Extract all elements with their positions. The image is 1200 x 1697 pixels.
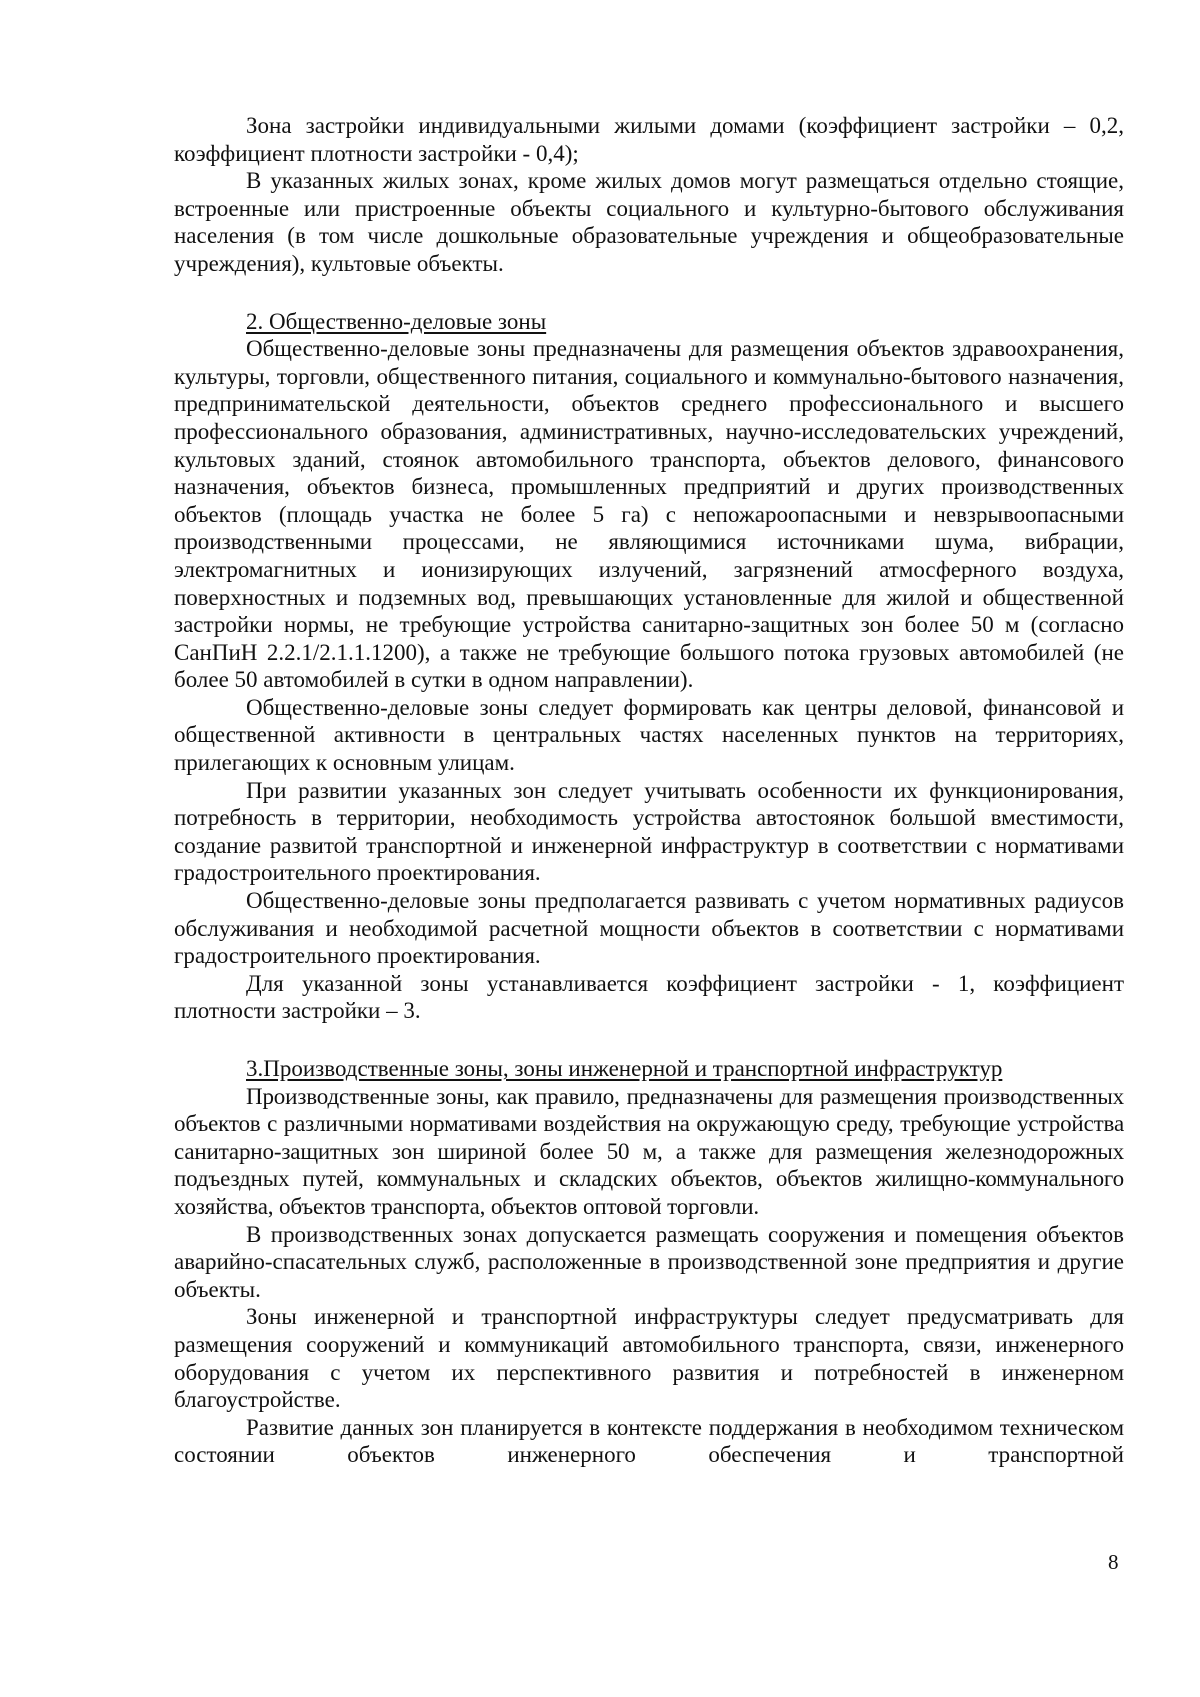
page-number: 8	[1108, 1550, 1119, 1574]
paragraph-public-business-radius: Общественно-деловые зоны предполагается развивать с учетом нормативных радиусов обслуживания и необходимой расчетной мощности объектов в соответствии с нормативами градостроительного проектирования.	[174, 888, 1124, 969]
paragraph-production-emergency-services: В производственных зонах допускается размещать сооружения и помещения объектов аварийно-спасательных служб, расположенные в производственной зоне предприятия и другие объекты.	[174, 1221, 1124, 1302]
section-heading-public-business-zones: 2. Общественно-деловые зоны	[246, 308, 547, 334]
document-page	[174, 112, 1124, 1469]
paragraph-residential-zone-objects: В указанных жилых зонах, кроме жилых домов могут размещаться отдельно стоящие, встроенные или пристроенные объекты социального и культурно-бытового обслуживания населения (в том числе дошкольные образовательные учреждения и общеобразовательные учреждения), культовые объекты.	[174, 168, 1124, 276]
paragraph-public-business-development: При развитии указанных зон следует учитывать особенности их функционирования, потребность в территории, необходимость устройства автостоянок большой вместимости, создание развитой транспортной и инженерной инфраструктур в соответствии с нормативами градостроительного проектирования.	[174, 777, 1124, 886]
paragraph-public-business-purpose: Общественно-деловые зоны предназначены для размещения объектов здравоохранения, культуры, торговли, общественного питания, социального и коммунально-бытового назначения, предпринимательской деятельности, объектов среднего профессионального и высшего профессионального образования, административных, научно-исследовательских учреждений, культовых зданий, стоянок автомобильного транспорта, объектов делового, финансового назначения, объектов бизнеса, промышленных предприятий и других производственных объектов (площадь участка не более 5 га) с непожароопасными и невзрывоопасными производственными процессами, не являющимися источниками шума, вибрации, электромагнитных и ионизирующих излучений, загрязнений атмосферного воздуха, поверхностных и подземных вод, превышающих установленные для жилой и общественной застройки нормы, не требующие устройства санитарно-защитных зон более 50 м (согласно СанПиН 2.2.1/2.1.1.1200), а также не требующие большого потока грузовых автомобилей (не более 50 автомобилей в сутки в одном направлении).	[174, 336, 1124, 693]
paragraph-infrastructure-zones: Зоны инженерной и транспортной инфраструктуры следует предусматривать для размещения сооружений и коммуникаций автомобильного транспорта, связи, инженерного оборудования с учетом их перспективного развития и потребностей в инженерном благоустройстве.	[174, 1304, 1124, 1413]
paragraph-public-business-formation: Общественно-деловые зоны следует формировать как центры деловой, финансовой и общественной активности в центральных частях населенных пунктов на территориях, прилегающих к основным улицам.	[174, 694, 1124, 776]
paragraph-infrastructure-development: Развитие данных зон планируется в контексте поддержания в необходимом техническом состоянии объектов инженерного обеспечения и транспортной	[174, 1414, 1124, 1468]
paragraph-production-purpose: Производственные зоны, как правило, предназначены для размещения производственных объектов с различными нормативами воздействия на окружающую среду, требующие устройства санитарно-защитных зон шириной более 50 м, а также для размещения железнодорожных подъездных путей, коммунальных и складских объектов, объектов жилищно-коммунального хозяйства, объектов транспорта, объектов оптовой торговли.	[174, 1083, 1124, 1219]
paragraph-individual-housing-zone: Зона застройки индивидуальными жилыми домами (коэффициент застройки – 0,2, коэффициент плотности застройки - 0,4);	[174, 113, 1124, 166]
section-heading-production-zones: 3.Производственные зоны, зоны инженерной и транспортной инфраструктур	[246, 1056, 1003, 1081]
section-gap	[174, 1025, 1124, 1055]
paragraph-public-business-coefficients: Для указанной зоны устанавливается коэффициент застройки - 1, коэффициент плотности застройки – 3.	[174, 970, 1124, 1024]
section-gap	[174, 278, 1124, 308]
